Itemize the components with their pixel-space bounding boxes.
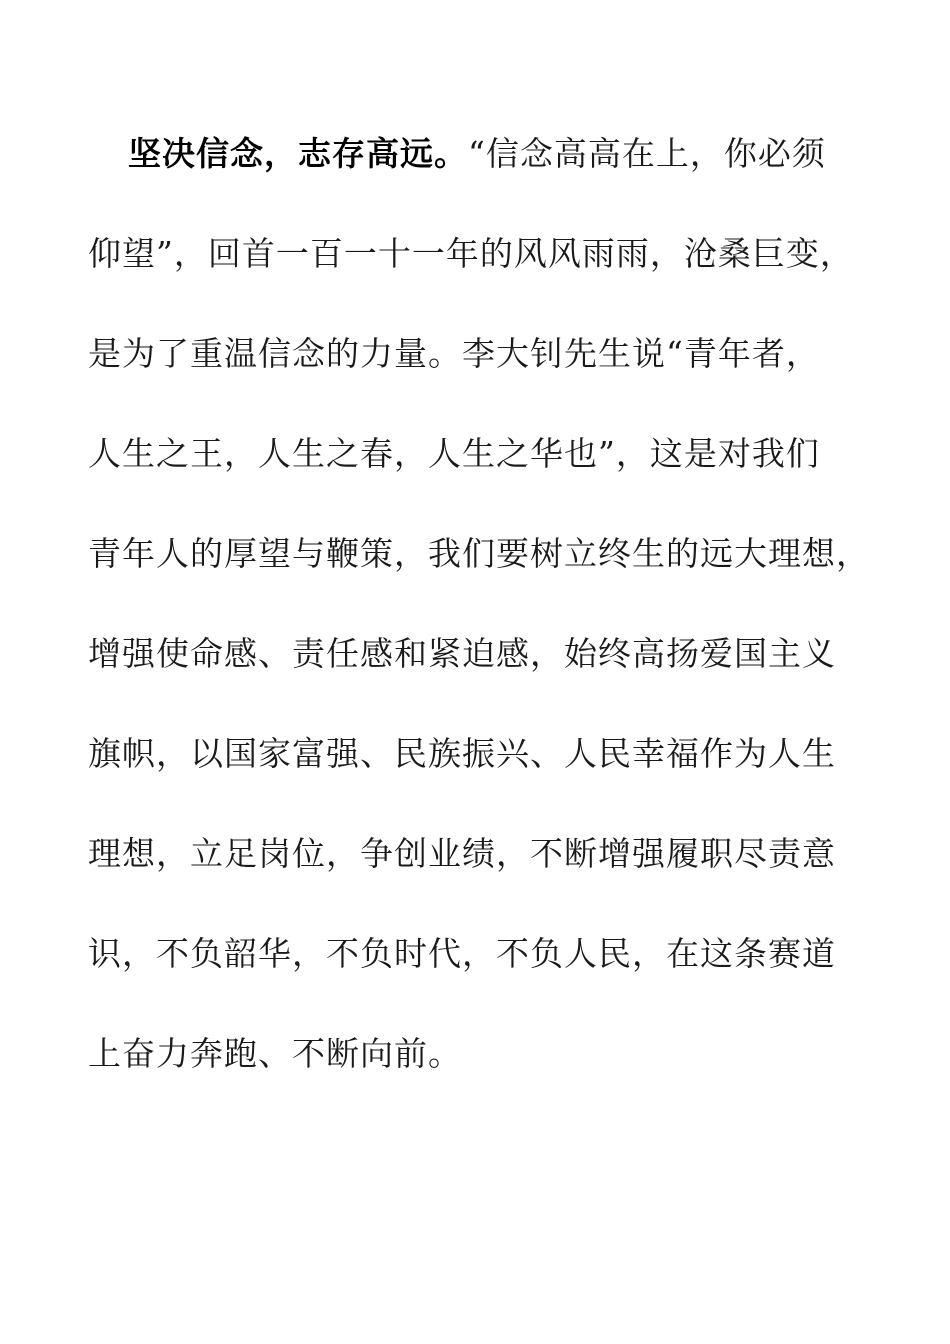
paragraph-line: 人生之王，人生之春，人生之华也”，这是对我们 bbox=[88, 434, 820, 473]
paragraph-line bbox=[88, 125, 878, 225]
paragraph-line: 上奋力奔跑、不断向前。 bbox=[88, 1034, 462, 1073]
paragraph-line: 是为了重温信念的力量。李大钊先生说“青年者， bbox=[88, 334, 820, 373]
line-text: “信念高高在上，你必须 bbox=[468, 134, 826, 173]
paragraph-line: 青年人的厚望与鞭策，我们要树立终生的远大理想， bbox=[88, 534, 870, 573]
paragraph-line: 增强使命感、责任感和紧迫感，始终高扬爱国主义 bbox=[88, 634, 836, 673]
body-paragraph bbox=[88, 125, 878, 1125]
paragraph-line: 理想，立足岗位，争创业绩，不断增强履职尽责意 bbox=[88, 834, 836, 873]
paragraph-line: 旗帜，以国家富强、民族振兴、人民幸福作为人生 bbox=[88, 734, 836, 773]
lead-heading: 坚决信念，志存高远。 bbox=[128, 134, 468, 173]
paragraph-line: 仰望”，回首一百一十一年的风风雨雨，沧桑巨变， bbox=[88, 234, 854, 273]
paragraph-line: 识，不负韶华，不负时代，不负人民，在这条赛道 bbox=[88, 934, 836, 973]
